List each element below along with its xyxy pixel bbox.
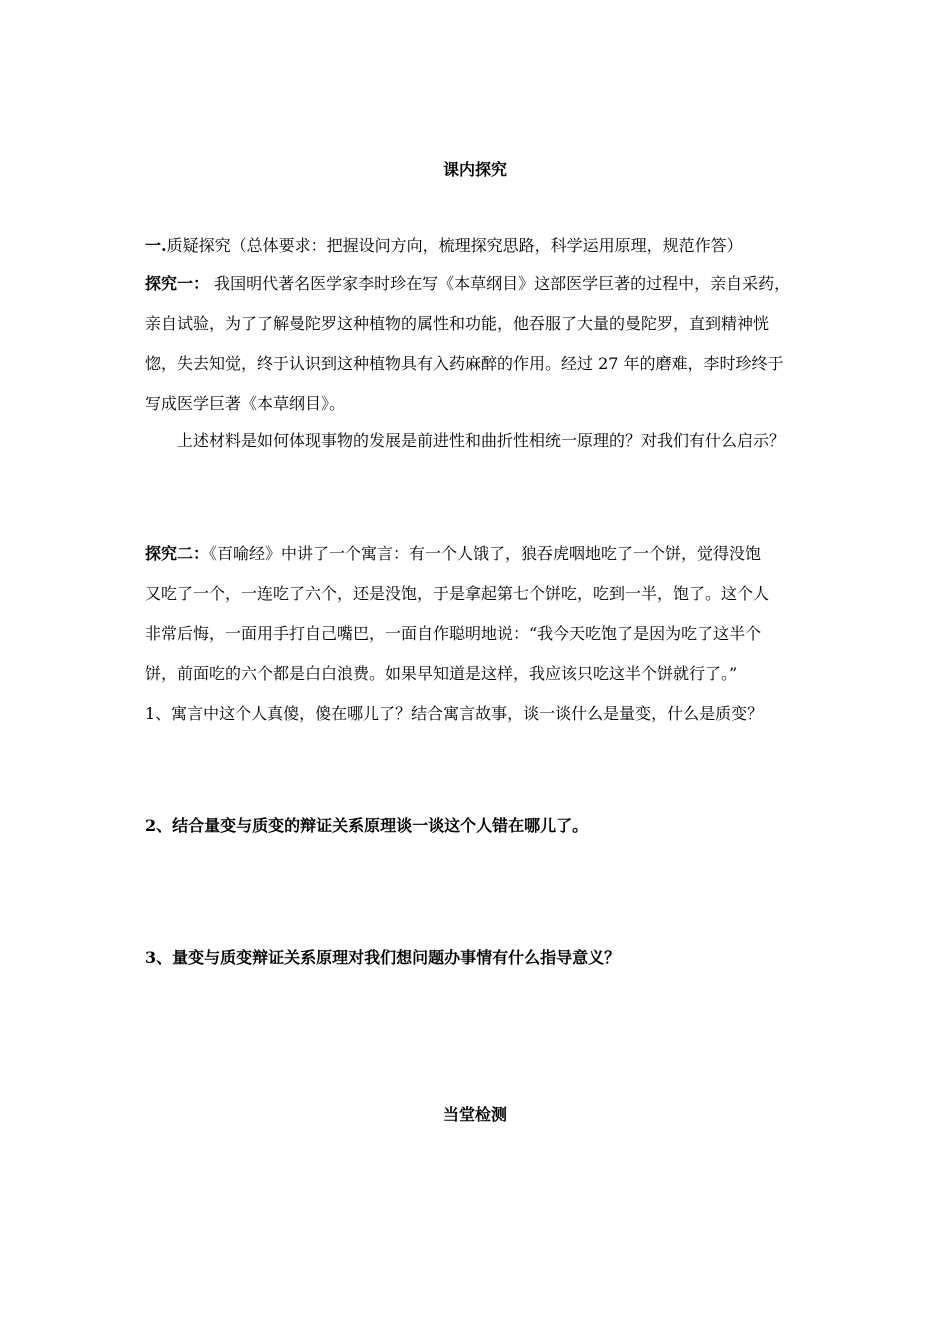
part-one-number: 一.: [145, 236, 167, 255]
inquiry-two-line-4: 饼，前面吃的六个都是白白浪费。如果早知道是这样，我应该只吃这半个饼就行了。”: [145, 664, 738, 683]
inquiry-two-line-1: [145, 542, 825, 566]
inquiry-two-text-1: 《百喻经》中讲了一个寓言：有一个人饿了，狼吞虎咽地吃了一个饼，觉得没饱: [209, 544, 762, 563]
inquiry-two-line-3: 非常后悔，一面用手打自己嘴巴，一面自作聪明地说：“我今天吃饱了是因为吃了这半个: [145, 624, 762, 643]
inquiry-two-label: 探究二：: [145, 544, 210, 563]
inquiry-one-question: 上述材料是如何体现事物的发展是前进性和曲折性相统一原理的？对我们有什么启示？: [177, 431, 786, 450]
inquiry-one-line-3: 惚，失去知觉，终于认识到这种植物具有入药麻醉的作用。经过 27 年的磨难，李时珍终于: [145, 354, 784, 373]
part-one-heading: [145, 234, 825, 258]
inquiry-two-question-1: 1、寓言中这个人真傻，傻在哪儿了？结合寓言故事，谈一谈什么是量变，什么是质变？: [145, 704, 764, 723]
inquiry-two-line-2: 又吃了一个，一连吃了六个，还是没饱，于是拿起第七个饼吃，吃到一半，饱了。这个人: [145, 584, 770, 603]
inquiry-one-line-4: 写成医学巨著《本草纲目》。: [145, 394, 346, 413]
inquiry-two-question-3: 3、量变与质变辩证关系原理对我们想问题办事情有什么指导意义？: [145, 948, 621, 967]
section-title-class-test: 当堂检测: [442, 1105, 507, 1124]
inquiry-one-label: 探究一：: [145, 274, 210, 293]
inquiry-two-question-2: 2、结合量变与质变的辩证关系原理谈一谈这个人错在哪儿了。: [145, 816, 589, 835]
part-one-heading-text: 质疑探究（总体要求：把握设问方向，梳理探究思路，科学运用原理，规范作答）: [166, 236, 743, 255]
inquiry-one-text-1: 我国明代著名医学家李时珍在写《本草纲目》这部医学巨著的过程中，亲自采药，: [209, 274, 791, 293]
section-title-class-inquiry: 课内探究: [442, 160, 507, 179]
inquiry-one-line-2: 亲自试验，为了了解曼陀罗这种植物的属性和功能，他吞服了大量的曼陀罗，直到精神恍: [145, 314, 770, 333]
inquiry-one-line-1: [145, 272, 825, 296]
